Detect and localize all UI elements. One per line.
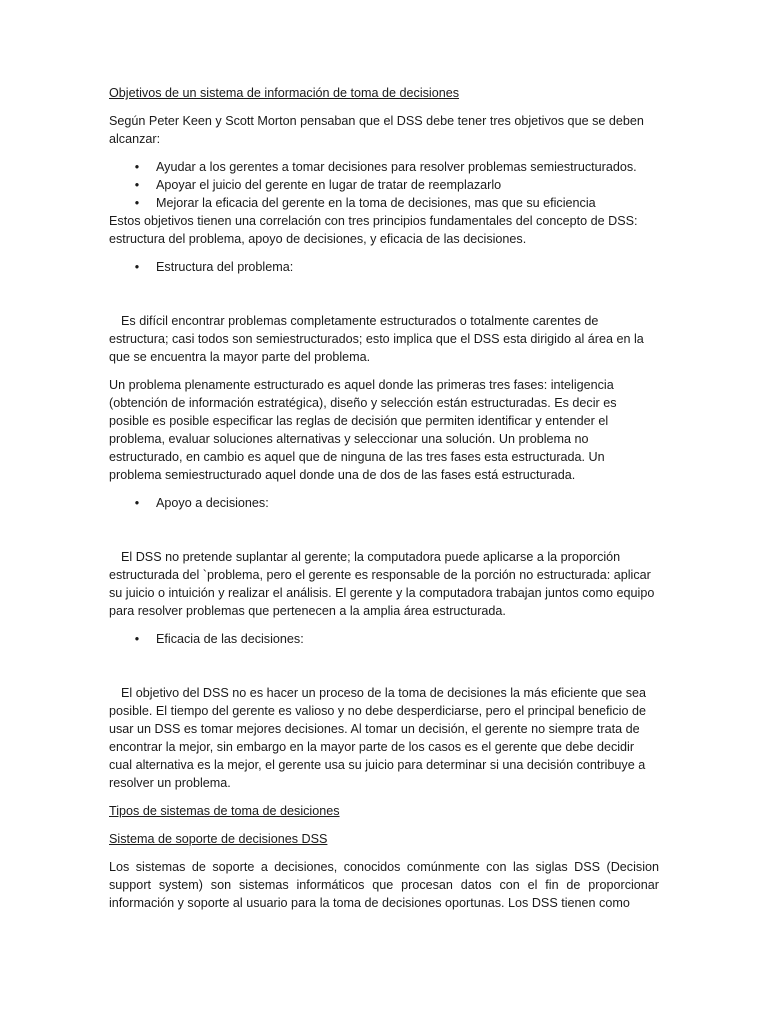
document-body	[109, 84, 659, 912]
list-item	[109, 194, 659, 212]
list-item-text: Estructura del problema:	[156, 260, 294, 274]
list-item-text: Eficacia de las decisiones:	[156, 632, 304, 646]
list-item	[109, 158, 659, 176]
list-item	[109, 258, 659, 276]
list-item	[109, 494, 659, 512]
eficacia-paragraph: El objetivo del DSS no es hacer un proceso de la toma de decisiones la más eficiente que sea posible. El tiempo del gerente es valioso y no debe desperdiciarse, pero el principal beneficio de usar un DSS es tomar mejores decisiones. Al tomar un decisión, el gerente no siempre trata de encontrar la mejor, sin embargo en la mayor parte de los casos es el gerente que debe decidir cual alternativa es la mejor, el gerente usa su juicio para determinar si una decisión contribuye a resolver un problema.	[109, 686, 647, 790]
apoyo-paragraph: El DSS no pretende suplantar al gerente; la computadora puede aplicarse a la proporción estructurada del `problema, pero el gerente es responsable de la porción no estructurada: aplicar su juicio o intuición y realizar el análisis. El gerente y la computadora trabajan juntos como equipo para resolver problemas que pertenecen a la amplia área estructurada.	[109, 550, 655, 618]
eficacia-bullet	[109, 630, 659, 648]
estructura-bullet	[109, 258, 659, 276]
heading-objetivos: Objetivos de un sistema de información de toma de decisiones	[109, 86, 460, 100]
list-item-text: Apoyar el juicio del gerente en lugar de tratar de reemplazarlo	[156, 178, 502, 192]
bullet-icon: •	[134, 196, 140, 210]
heading-tipos: Tipos de sistemas de toma de desiciones	[109, 804, 340, 818]
heading-dss: Sistema de soporte de decisiones DSS	[109, 832, 328, 846]
bullet-icon: •	[134, 160, 140, 174]
list-item	[109, 176, 659, 194]
list-item-text: Apoyo a decisiones:	[156, 496, 269, 510]
estructura-paragraph-1: Es difícil encontrar problemas completamente estructurados o totalmente carentes de estructura; casi todos son semiestructurados; esto implica que el DSS esta dirigido al área en la que se encuentra la mayor parte del problema.	[109, 314, 644, 364]
estructura-paragraph-2: Un problema plenamente estructurado es aquel donde las primeras tres fases: inteligencia (obtención de información estratégica), diseño y selección están estructuradas. Es decir es posible es posible especificar las reglas de decisión que permiten identificar y entender el problema, evaluar soluciones alternativas y seleccionar una solución. Un problema no estructurado, en cambio es aquel que de ninguna de las tres fases esta estructurada. Un problema semiestructurado aquel donde una de dos de las fases está estructurada.	[109, 378, 617, 482]
list-item-text: Mejorar la eficacia del gerente en la toma de decisiones, mas que su eficiencia	[156, 196, 596, 210]
objetivos-list	[109, 158, 659, 212]
bullet-icon: •	[134, 178, 140, 192]
apoyo-bullet	[109, 494, 659, 512]
bullet-icon: •	[134, 496, 140, 510]
list-item-text: Ayudar a los gerentes a tomar decisiones para resolver problemas semiestructurados.	[156, 160, 637, 174]
correlacion-paragraph: Estos objetivos tienen una correlación con tres principios fundamentales del concepto de DSS: estructura del problema, apoyo de decisiones, y eficacia de las decisiones.	[109, 214, 638, 246]
bullet-icon: •	[134, 260, 140, 274]
dss-paragraph: Los sistemas de soporte a decisiones, conocidos comúnmente con las siglas DSS (Decision support system) son sistemas informáticos que procesan datos con el fin de proporcionar información y soporte al usuario para la toma de decisiones oportunas. Los DSS tienen como	[109, 860, 659, 910]
intro-paragraph: Según Peter Keen y Scott Morton pensaban que el DSS debe tener tres objetivos que se deben alcanzar:	[109, 114, 644, 146]
list-item	[109, 630, 659, 648]
bullet-icon: •	[134, 632, 140, 646]
